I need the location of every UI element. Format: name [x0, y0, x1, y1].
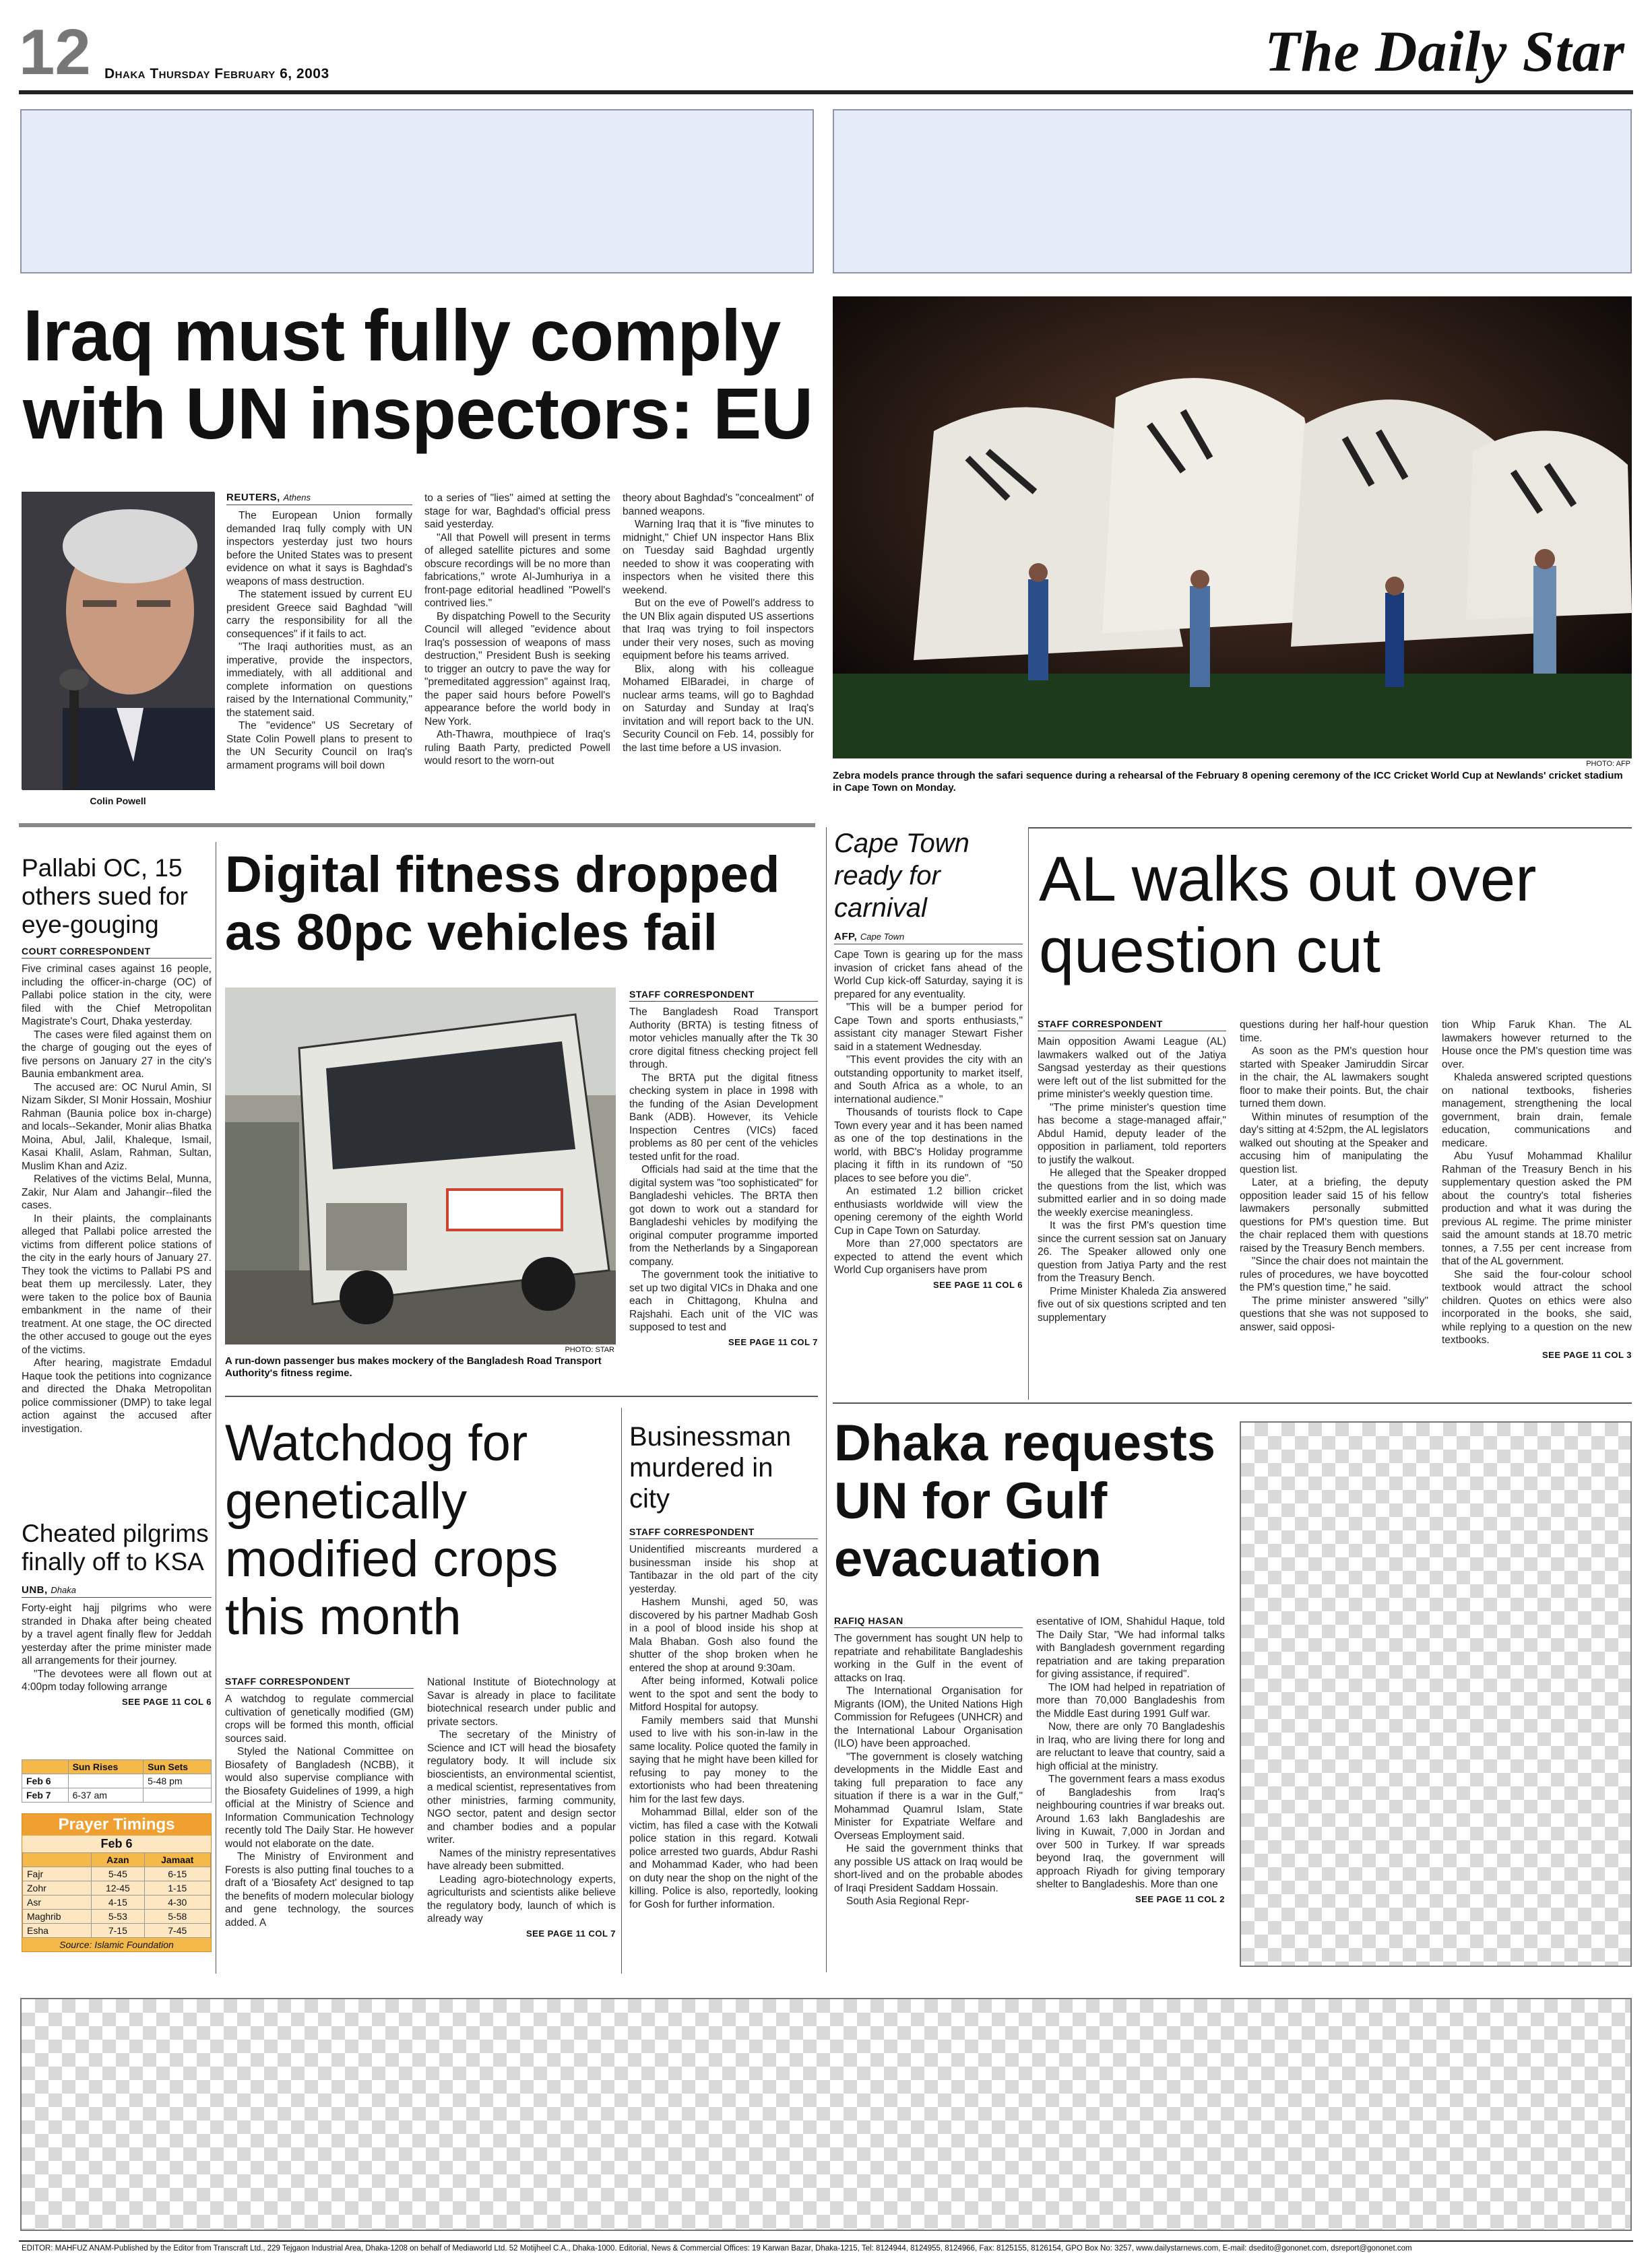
table-header: Jamaat	[144, 1853, 210, 1867]
gulf-column-2	[1036, 1615, 1225, 1904]
section-rule	[833, 1402, 1632, 1404]
table-cell: 6-37 am	[68, 1788, 144, 1803]
paragraph: It was the first PM's question time since the current session sat on January 26. The Speaker allowed only one question from Jatiya Party and the rest from the Treasury Bench.	[1038, 1220, 1226, 1284]
paragraph: "The Iraqi authorities must, as an imperative, provide the inspectors, immediately, with all additional and complete information on questions raised by the International Community," the statement said.	[226, 641, 412, 719]
ad-space-right	[833, 109, 1632, 273]
colin-powell-caption: Colin Powell	[90, 796, 146, 806]
fitness-byline: STAFF CORRESPONDENT	[629, 989, 818, 1002]
paragraph: Abu Yusuf Mohammad Khalilur Rahman of the Treasury Bench in his supplementary question asked the PM about the country's total fisheries production and what it was during the previous AL regime. The prime minister said the amount stands at 18.70 metric tonnes, a 7.55 per cent increase from that of the AL government.	[1442, 1151, 1632, 1267]
paragraph: Within minutes of resumption of the day's sitting at 4:52pm, the AL legislators walked out shouting at the Speaker and accusing him of manipulating the question list.	[1240, 1111, 1428, 1175]
paragraph: Later, at a briefing, the deputy opposition leader said 15 of his fellow lawmakers personally submitted questions for PM's question time. But the chair replaced them with questions raised by the Treasury Bench members.	[1240, 1177, 1428, 1254]
paragraph: Hashem Munshi, aged 50, was discovered by his partner Madhab Gosh in a pool of blood inside his shop at Mala Bhaban. Gosh also found the shutter of the shop broken when he entered the shop at around 9:30am.	[629, 1596, 818, 1674]
lead-col1-text	[226, 509, 412, 772]
watchdog-byline: STAFF CORRESPONDENT	[225, 1676, 414, 1689]
table-row	[22, 1788, 212, 1803]
paragraph: The International Organisation for Migrants (IOM), the United Nations High Commission for Refugees (UNHCR) and the International Labour Organisation (ILO) have been approached.	[834, 1685, 1023, 1749]
al-jump: SEE PAGE 11 COL 3	[1542, 1349, 1632, 1360]
empty-ad-slot-right	[1240, 1421, 1632, 1967]
paragraph: After hearing, magistrate Emdadul Haque took the petitions into cognizance and directed the Dhaka Metropolitan police commissioner (DMP) to take legal action against the accused after investigation.	[22, 1357, 212, 1435]
paragraph: The secretary of the Ministry of Science and ICT will head the biosafety regulatory body. It will include six bioscientists, an environmental scientist, a medical scientist, representatives from other ministries, farming community, NGO sector, patent and design sector and chamber bodies and a popular writer.	[427, 1729, 616, 1846]
table-cell: 7-45	[144, 1924, 210, 1938]
paragraph: Unidentified miscreants murdered a businessman inside his shop at Tantibazar in the old part of the city yesterday.	[629, 1544, 818, 1595]
paragraph: She said the four-colour school textbook would attract the school children. Quotes on ethics were also incorporated in the books, she said, while replying to a question on the new textbooks.	[1442, 1268, 1632, 1346]
bus-illustration	[225, 987, 616, 1344]
bus-photo-credit: PHOTO: STAR	[565, 1346, 614, 1354]
portrait-illustration	[22, 492, 215, 790]
table-cell: Feb 6	[22, 1774, 69, 1788]
zebra-photo-caption: Zebra models prance through the safari sequence during a rehearsal of the February 8 opening ceremony of the ICC Cricket World Cup at Newlands' cricket stadium in Cape Town on Monday.	[833, 770, 1623, 793]
paragraph: An estimated 1.2 billion cricket enthusiasts worldwide will view the opening ceremony of the eighth World Cup in Cape Town on Saturday.	[834, 1186, 1023, 1237]
gulf-column-1	[834, 1615, 1023, 1908]
paragraph: The BRTA put the digital fitness checking system in place in 1998 with the funding of the Asian Development Bank (ADB). However, its Vehicle Inspection Centres (VICs) faced problems as 80 per cent of the vehicles tested unfit for the road.	[629, 1072, 818, 1163]
paragraph: "The devotees were all flown out at 4:00pm today following arrange	[22, 1668, 212, 1693]
paragraph: to a series of "lies" aimed at setting the stage for war, Baghdad's official press said yesterday.	[424, 492, 610, 530]
businessman-headline: Businessman murdered in city	[629, 1422, 792, 1514]
paragraph: South Asia Regional Repr-	[846, 1896, 970, 1907]
pilgrims-jump: SEE PAGE 11 COL 6	[121, 1696, 212, 1707]
table-row	[23, 1910, 211, 1924]
fitness-headline: Digital fitness dropped as 80pc vehicles fail	[225, 846, 780, 961]
paragraph: He said the government thinks that any possible US attack on Iraq would be short-lived and on the probable abodes of Iraqi President Saddam Hossain.	[834, 1843, 1023, 1894]
paragraph: The European Union formally demanded Iraq fully comply with UN inspectors yesterday just two hours before the United States was to present evidence on what it says is Baghdad's weapons of mass destruction.	[226, 510, 412, 587]
table-cell: 4-15	[92, 1896, 144, 1910]
capetown-text	[834, 948, 1023, 1277]
fitness-text	[629, 1006, 818, 1334]
paragraph: Relatives of the victims Belal, Munna, Zakir, Nur Alam and Jahangir--filed the cases.	[22, 1173, 212, 1211]
capetown-byline: AFP, Cape Town	[834, 931, 1023, 944]
paragraph: Family members said that Munshi used to live with his son-in-law in the same locality. Police quoted the family in saying that he might have been killed for refusing to pay money to the extortionists who had been threatening him for the last few days.	[629, 1714, 818, 1805]
paragraph: Warning Iraq that it is "five minutes to midnight," Chief UN inspector Hans Blix on Tuesday said Baghdad urgently needed to show it was cooperating with inspectors when he visited there this weekend.	[623, 519, 814, 596]
table-row	[22, 1774, 212, 1788]
masthead-rule	[19, 90, 1633, 94]
al-column-1	[1038, 1018, 1226, 1324]
watchdog-column-1	[225, 1676, 414, 1929]
paragraph: Ath-Thawra, mouthpiece of Iraq's ruling Baath Party, predicted Powell would resort to the worn-out	[424, 729, 610, 767]
pilgrims-column	[22, 1584, 212, 1707]
paragraph: He alleged that the Speaker dropped the questions from the list, which was submitted earlier and in so doing made the weekly exercise meaningless.	[1038, 1167, 1226, 1219]
footer-rule	[19, 2240, 1633, 2242]
page-number: 12	[19, 16, 91, 88]
gulf-headline: Dhaka requests UN for Gulf evacuation	[834, 1415, 1216, 1588]
watchdog-jump: SEE PAGE 11 COL 7	[526, 1928, 616, 1939]
paragraph: The statement issued by current EU president Greece said Baghdad "will carry the responsibility for all the consequences" if it fails to act.	[226, 589, 412, 640]
table-cell: Fajr	[23, 1867, 92, 1881]
pilgrims-headline: Cheated pilgrims finally off to KSA	[22, 1520, 209, 1576]
businessman-byline: STAFF CORRESPONDENT	[629, 1526, 818, 1539]
pallabi-byline: COURT CORRESPONDENT	[22, 946, 212, 959]
table-cell: Esha	[23, 1924, 92, 1938]
paragraph: Officials had said at the time that the digital system was "too sophisticated" for Bangladeshi vehicles. The BRTA then got down to work out a standard for Bangladeshi vehicles by modifying the original computer programme imported from the Netherlands by a Singaporean company.	[629, 1164, 818, 1268]
dateline: Dhaka Thursday February 6, 2003	[104, 66, 329, 82]
table-row	[23, 1924, 211, 1938]
table-cell: Zohr	[23, 1881, 92, 1896]
table-cell: 4-30	[144, 1896, 210, 1910]
paragraph: The accused are: OC Nurul Amin, SI Nizam Sikder, SI Monir Hossain, Moshiur Rahman (Baunia police box in-charge) and locals--Sekander, Monir alias Bhatka Moina, Abul, Jalil, Khaleque, Ismail, Kasai Khalil, Aslam, Rahman, Sultan, Muslim Khan and Aziz.	[22, 1081, 212, 1172]
paragraph: Forty-eight hajj pilgrims who were stranded in Dhaka after being cheated by a travel agent finally flew for Jeddah yesterday after the prime minister made all arrangements for their journey.	[22, 1602, 212, 1666]
table-cell	[144, 1788, 212, 1803]
paragraph: "The government is closely watching developments in the Middle East and taking full preparation to face any situation if there is a war in the Gulf," Mohammad Quamrul Islam, State Minister for Expatriate Welfare and Overseas Employment said.	[834, 1751, 1023, 1842]
paragraph: The government took the initiative to set up two digital VICs in Dhaka and one each in Chittagong, Khulna and Rajshahi. Each unit of the VIC was supposed to test and	[629, 1269, 818, 1333]
bus-photo-caption: A run-down passenger bus makes mockery of the Bangladesh Road Transport Authority's fitness regime.	[225, 1355, 602, 1379]
column-divider	[621, 1408, 622, 1974]
table-row	[23, 1881, 211, 1896]
paragraph: The IOM had helped in repatriation of more than 70,000 Bangladeshis from the Middle East during 1991 Gulf war.	[1036, 1681, 1225, 1720]
pilgrims-text	[22, 1602, 212, 1694]
paragraph: Five criminal cases against 16 people, including the officer-in-charge (OC) of Pallabi police station in the city, were filed with the Chief Metropolitan Magistrate's Court, Dhaka yesterday.	[22, 963, 212, 1027]
fitness-column	[629, 989, 818, 1347]
prayer-date: Feb 6	[100, 1837, 133, 1850]
watchdog-col1-text	[225, 1693, 414, 1929]
gulf-byline: RAFIQ HASAN	[834, 1615, 1023, 1628]
table-row	[23, 1867, 211, 1881]
paragraph: By dispatching Powell to the Security Council will alleged "evidence about Iraq's possession of weapons of mass destruction," President Bush is seeking to trigger an outcry to pave the way for "premeditated aggression" against Iraq, the paper said hours before Powell's appearance before the world body in New York.	[424, 610, 610, 727]
lead-byline: REUTERS, Athens	[226, 492, 412, 505]
paragraph: Mohammad Billal, elder son of the victim, has filed a case with the Kotwali police station in this regard. Kotwali police arrested two guards, Abdur Rashi and Mohammad Kader, who had been on duty near the shop on the night of the killing. Police is also, reportedly, looking for Gosh for further information.	[629, 1807, 818, 1910]
table-cell: Asr	[23, 1896, 92, 1910]
table-header	[22, 1760, 69, 1774]
zebra-photo	[833, 296, 1632, 758]
lead-column-3	[623, 492, 814, 754]
paragraph: Blix, along with his colleague Mohamed ElBaradei, in charge of nuclear arms teams, will go to Baghdad on Saturday and Sunday at Iraq's invitation and will report back to the UN. Security Council on Feb. 14, possibly for the last time before a US invasion.	[623, 663, 814, 754]
paragraph: But on the eve of Powell's address to the UN Blix again disputed US assertions that Iraq was trying to foil inspectors under their very noses, such as moving equipment before his teams arrived.	[623, 597, 814, 661]
section-rule	[1028, 827, 1632, 829]
paragraph: Thousands of tourists flock to Cape Town every year and it has been named as one of the top destinations in the world, with BBC's Holiday programme placing it fifth in its rundown of "50 places to see before you die".	[834, 1107, 1023, 1184]
pallabi-text	[22, 963, 212, 1435]
paragraph: In their plaints, the complainants alleged that Pallabi police arrested the victims from different police stations of the city in the early hours of January 27. They took the victims to Pallabi PS and beat them up mercilessly. Later, they were taken to the police box of Baunia embankment in the name of their treatment. At one stage, the OC directed the other accused to gouge out the eyes of the victims.	[22, 1212, 212, 1356]
paragraph: The prime minister answered "silly" questions that she was not supposed to answer, said opposi-	[1240, 1295, 1428, 1333]
paragraph: "This event provides the city with an outstanding opportunity to market itself, and South Africa as a whole, to an international audience."	[834, 1054, 1023, 1105]
al-column-2	[1240, 1018, 1428, 1334]
lead-column-2	[424, 492, 610, 768]
capetown-column	[834, 931, 1023, 1290]
paragraph: "All that Powell will present in terms of alleged satellite pictures and some obscure recordings will be no more than fabrications," wrote Al-Jumhuriya in a front-page editorial headlined "Powell's contrived lies."	[424, 531, 610, 609]
lead-column-1	[226, 492, 412, 772]
table-header: Azan	[92, 1853, 144, 1867]
al-column-3	[1442, 1018, 1632, 1360]
table-row	[23, 1896, 211, 1910]
paragraph: tion Whip Faruk Khan. The AL lawmakers however returned to the House once the PM's question time was over.	[1442, 1019, 1632, 1070]
capetown-headline: Cape Town ready for carnival	[834, 829, 970, 923]
pallabi-headline: Pallabi OC, 15 others sued for eye-gouging	[22, 854, 188, 938]
paragraph: Names of the ministry representatives have already been submitted.	[427, 1847, 616, 1872]
table-cell: 7-15	[92, 1924, 144, 1938]
watchdog-column-2	[427, 1676, 616, 1939]
table-cell: 12-45	[92, 1881, 144, 1896]
colin-powell-photo	[22, 492, 214, 789]
table-header: Sun Rises	[68, 1760, 144, 1774]
prayer-title: Prayer Timings	[22, 1814, 211, 1836]
sun-timings-table	[22, 1759, 212, 1803]
businessman-text	[629, 1543, 818, 1911]
bus-photo	[225, 987, 616, 1344]
table-cell: 1-15	[144, 1881, 210, 1896]
businessman-column	[629, 1526, 818, 1911]
fitness-jump: SEE PAGE 11 COL 7	[728, 1336, 818, 1347]
gulf-col1-text	[834, 1632, 1023, 1908]
paragraph: "Since the chair does not maintain the rules of procedures, we have boycotted the PM's question time," he said.	[1240, 1256, 1428, 1293]
paragraph: Now, there are only 70 Bangladeshis in Iraq, who are living there for long and are reluctant to leave that country, said a high official at the ministry.	[1036, 1721, 1225, 1772]
table-cell: Feb 7	[22, 1788, 69, 1803]
paper-name-logo: The Daily Star	[1265, 19, 1625, 84]
al-byline: STAFF CORRESPONDENT	[1038, 1018, 1226, 1031]
zebra-photo-credit: PHOTO: AFP	[1586, 760, 1630, 768]
paragraph: The cases were filed against them on the charge of gouging out the eyes of five persons on January 27 in the city's Baunia embankment area.	[22, 1029, 212, 1080]
table-cell	[68, 1774, 144, 1788]
paragraph: National Institute of Biotechnology at Savar is already in place to facilitate biotechnical research under public and private sectors.	[427, 1677, 616, 1728]
table-cell: 5-48 pm	[144, 1774, 212, 1788]
watchdog-headline: Watchdog for genetically modified crops this month	[225, 1415, 559, 1646]
table-header: Sun Sets	[144, 1760, 212, 1774]
empty-ad-slot-bottom	[20, 1998, 1632, 2231]
prayer-source: Source: Islamic Foundation	[22, 1938, 211, 1951]
lead-headline: Iraq must fully comply with UN inspectors: EU	[23, 294, 813, 454]
paragraph: Khaleda answered scripted questions on national textbooks, fisheries management, strengthening the local government, brain drain, female education, communications and medicare.	[1442, 1072, 1632, 1149]
paragraph: The Bangladesh Road Transport Authority (BRTA) is testing fitness of motor vehicles manually after the Tk 30 crore digital fitness checking project fell through.	[629, 1006, 818, 1070]
paragraph: Cape Town is gearing up for the mass invasion of cricket fans ahead of the World Cup kick-off Saturday, saying it is prepared for any eventuality.	[834, 949, 1023, 1000]
paragraph: "This will be a bumper period for Cape Town and sports enthusiasts," assistant city manager Stewart Fisher said in a statement Wednesday.	[834, 1002, 1023, 1053]
al-col1-text	[1038, 1035, 1226, 1324]
prayer-timings-box	[22, 1813, 212, 1952]
table-cell: 5-58	[144, 1910, 210, 1924]
paragraph: Prime Minister Khaleda Zia answered five out of six questions scripted and ten supplementary	[1038, 1285, 1226, 1324]
table-cell: 5-53	[92, 1910, 144, 1924]
al-headline: AL walks out over question cut	[1039, 843, 1537, 985]
paragraph: questions during her half-hour question time.	[1240, 1019, 1428, 1044]
ad-space-left	[20, 109, 814, 273]
paragraph: The "evidence" US Secretary of State Colin Powell plans to present to the UN Security Council on Iraq's armament programs will boil down	[226, 720, 412, 771]
table-header	[23, 1853, 92, 1867]
paragraph: "The prime minister's question time has become a stage-managed affair," Abdul Hamid, deputy leader of the opposition in parliament, told reporters to justify the walkout.	[1038, 1101, 1226, 1166]
paragraph: The Ministry of Environment and Forests is also putting final touches to a draft of a 'Biosafety Act' designed to tap the benefits of modern molecular biology and gene technology, the sources added. A	[225, 1851, 414, 1929]
zebra-scene-illustration	[833, 296, 1632, 758]
table-cell: 6-15	[144, 1867, 210, 1881]
table-cell: Maghrib	[23, 1910, 92, 1924]
paragraph: theory about Baghdad's "concealment" of banned weapons.	[623, 492, 814, 517]
paragraph: Main opposition Awami League (AL) lawmakers walked out of the Jatiya Sangsad yesterday as their questions were left out of the list submitted for the prime minister's weekly question time.	[1038, 1036, 1226, 1100]
pilgrims-byline: UNB, Dhaka	[22, 1584, 212, 1598]
paragraph: The government fears a mass exodus of Bangladeshis from Iraq's neighbouring countries if war breaks out. Around 1.63 lakh Bangladeshis are living in Kuwait, 7,000 in Jordan and over 500 in Turkey. If war spreads beyond Iraq, the government will approach Riyadh for giving temporary shelter to Bangladeshis. More than one	[1036, 1774, 1225, 1890]
column-divider	[1028, 827, 1029, 1400]
pallabi-column	[22, 946, 212, 1435]
paragraph: Styled the National Committee on Biosafety of Bangladesh (NCBB), it would also supervise compliance with the Biosafety Guidelines of 1999, a high official at the Ministry of Science and Information Communication Technology recently told The Daily Star. He however would not elaborate on the date.	[225, 1746, 414, 1850]
section-rule-top	[19, 823, 815, 827]
section-rule	[225, 1396, 818, 1397]
gulf-jump: SEE PAGE 11 COL 2	[1135, 1893, 1225, 1904]
paragraph: The government has sought UN help to repatriate and rehabilitate Bangladeshis working in the Gulf in the event of attacks on Iraq.	[834, 1633, 1023, 1684]
paragraph: Leading agro-biotechnology experts, agriculturists and scientists alike believe the regulatory body, launch of which is already way	[427, 1873, 616, 1924]
paragraph: More than 27,000 spectators are expected to attend the event which World Cup organisers have prom	[834, 1238, 1023, 1276]
paragraph: As soon as the PM's question hour started with Speaker Jamiruddin Sircar in the chair, the AL lawmakers sought floor to make their points. But, the chair turned them down.	[1240, 1045, 1428, 1109]
paragraph: After being informed, Kotwali police went to the spot and sent the body to Mitford Hospital for autopsy.	[629, 1675, 818, 1713]
table-cell: 5-45	[92, 1867, 144, 1881]
column-divider	[826, 827, 827, 1972]
footer-imprint: EDITOR: MAHFUZ ANAM-Published by the Editor from Transcraft Ltd., 229 Tejgaon Industrial Area, Dhaka-1208 on behalf of Mediaworld Ltd. 52 Motijheel C.A., Dhaka-1000. Editorial, News & Commercial Offices: 19 Karwan Bazar, Dhaka-1215, Tel: 8124944, 8124955, 8124966, Fax: 8125155, 8126154, GPO Box No: 3257, www.dailystarnews.com, E-mail: dsedito@gononet.com, dsreport@gononet.com	[22, 2244, 1412, 2253]
capetown-jump: SEE PAGE 11 COL 6	[932, 1279, 1023, 1290]
paragraph: esentative of IOM, Shahidul Haque, told The Daily Star, "We had informal talks with Bangladesh government regarding repatriation and are taking preparation for giving assistance, if required".	[1036, 1616, 1225, 1680]
paragraph: A watchdog to regulate commercial cultivation of genetically modified (GM) crops will be formed this month, official sources said.	[225, 1693, 414, 1745]
